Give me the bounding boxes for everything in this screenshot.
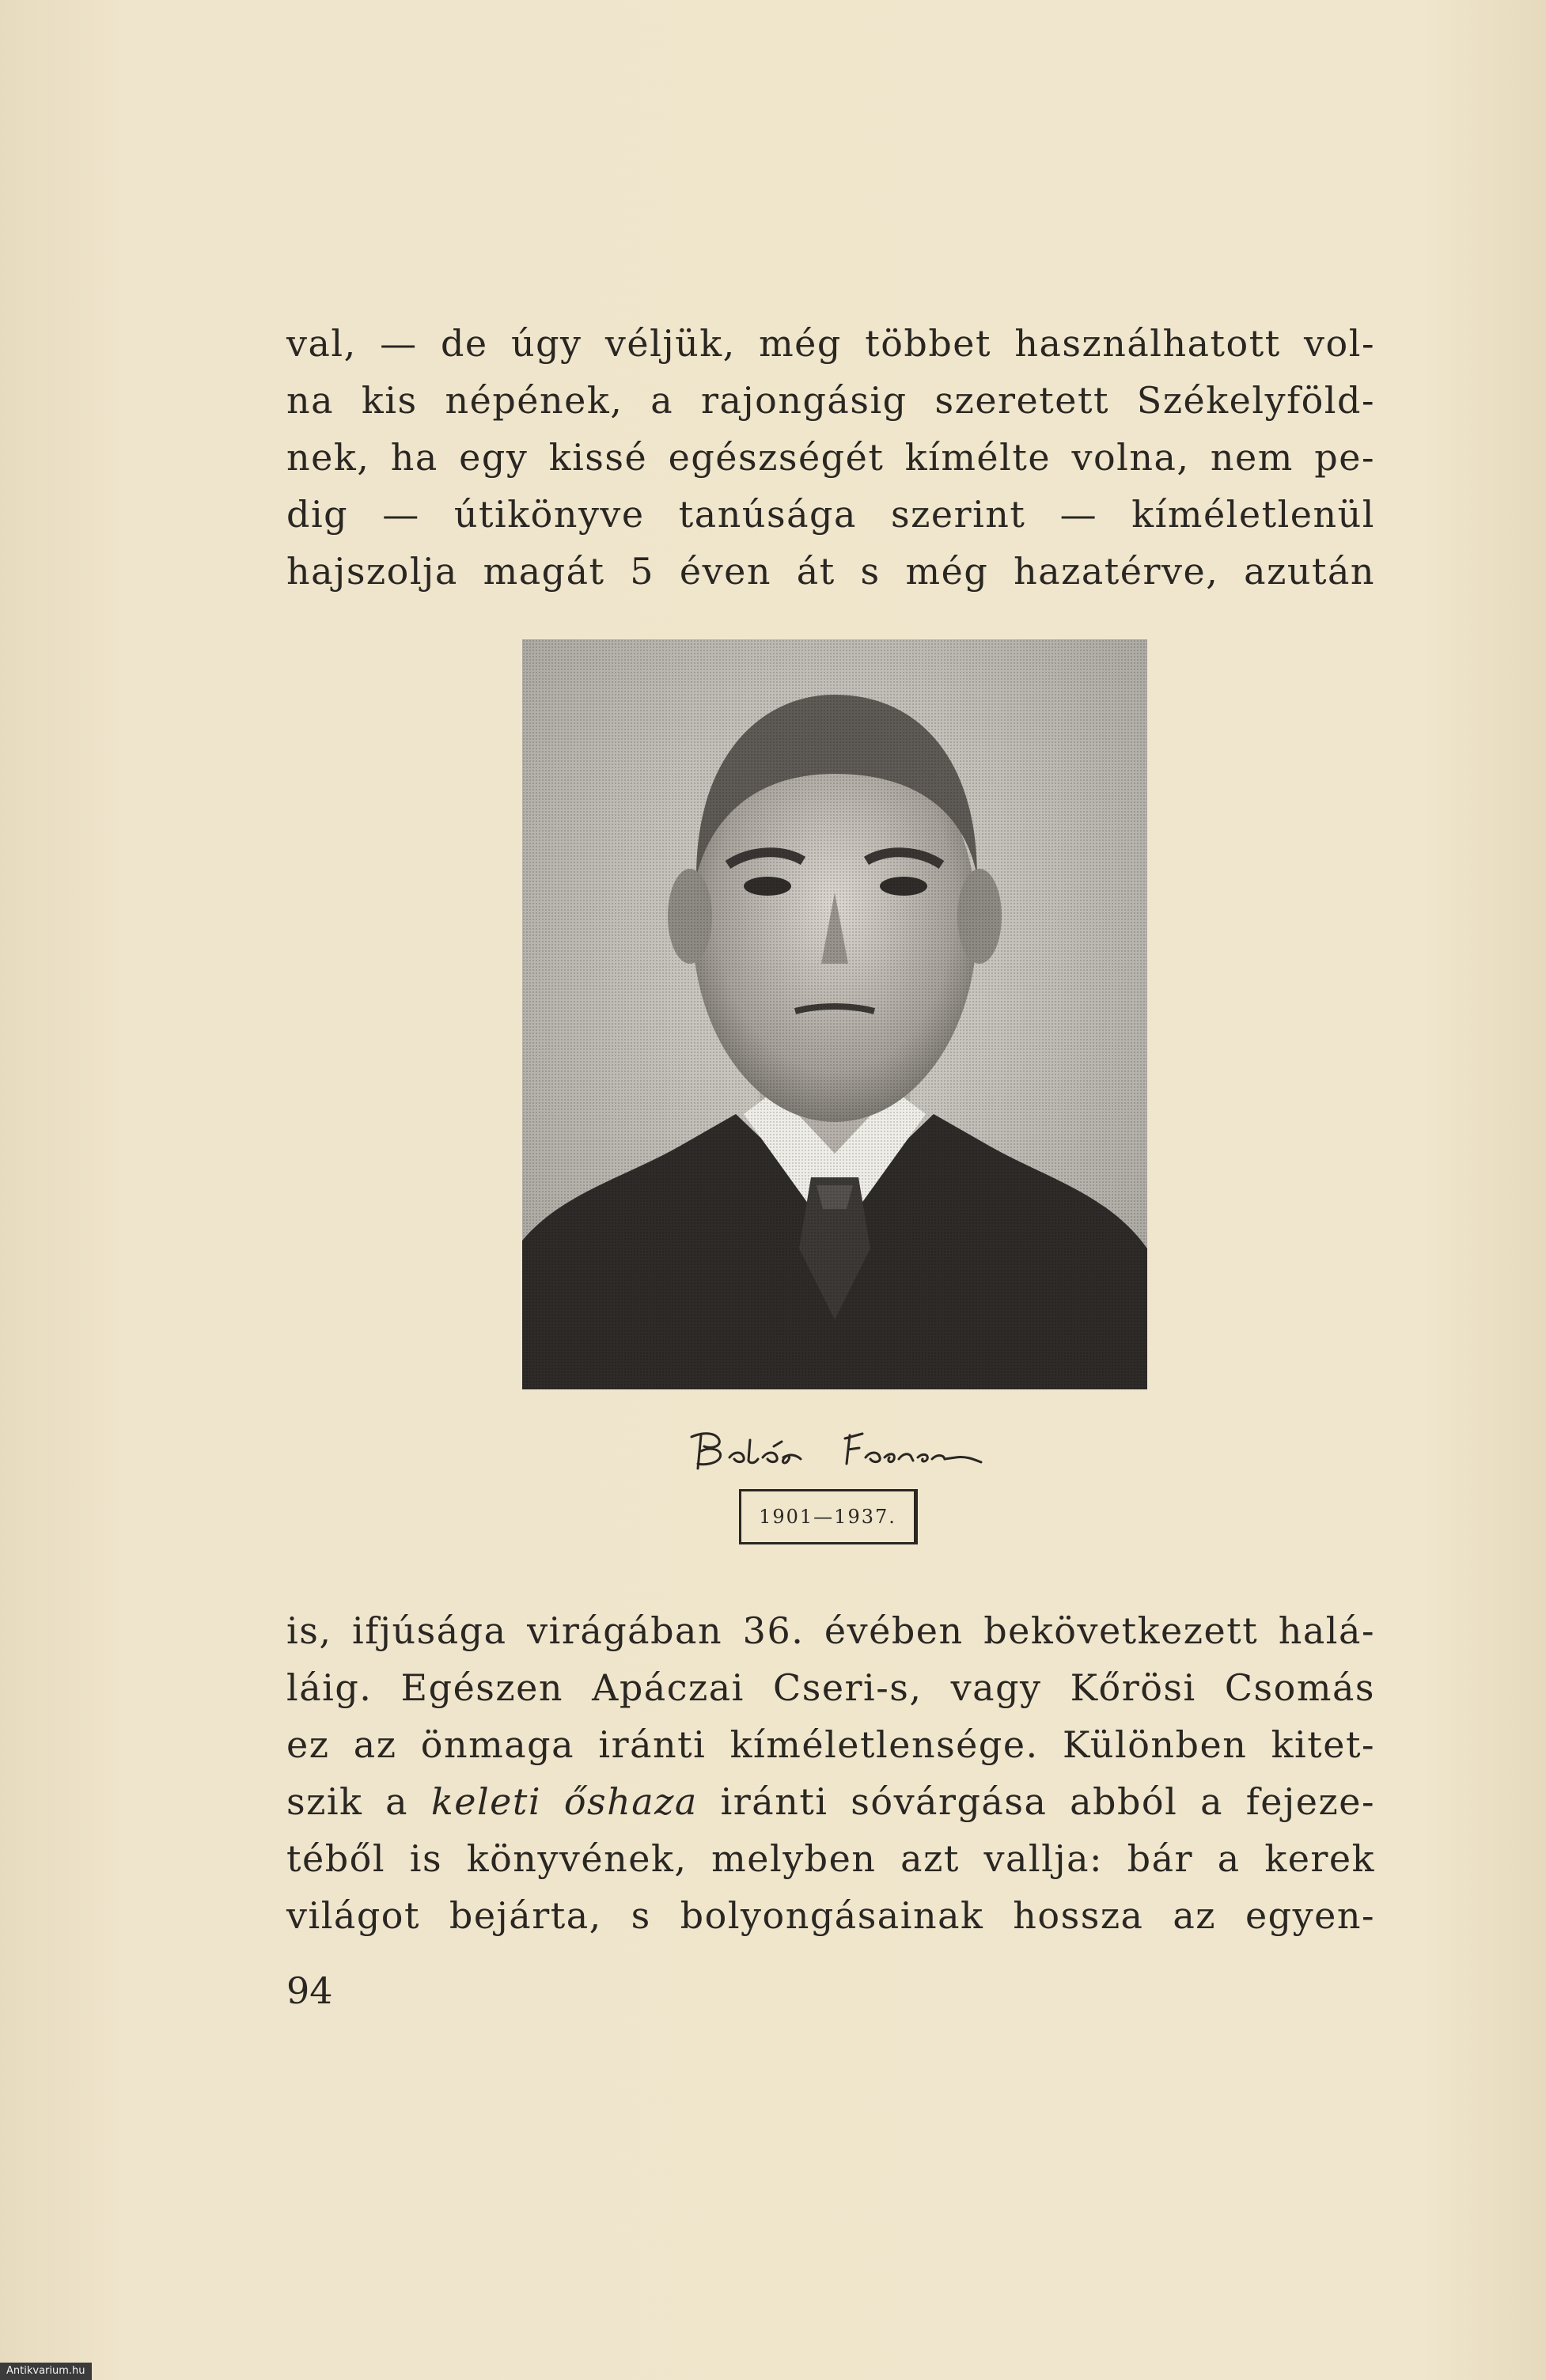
watermark-label: Antikvarium.hu	[0, 2363, 92, 2380]
text-line: hajszolja magát 5 éven át s még hazatérve, azután	[286, 550, 1375, 593]
text-line: világot bejárta, s bolyongásainak hossza az egyen-	[286, 1894, 1375, 1937]
italic-phrase: keleti őshaza	[430, 1780, 698, 1823]
life-dates-box: 1901—1937.	[739, 1489, 918, 1544]
page-number: 94	[286, 1969, 333, 2012]
portrait-photo	[522, 639, 1147, 1389]
text-line: dig — útikönyve tanúsága szerint — kíméletlenül	[286, 493, 1375, 536]
text-span: szik a	[286, 1780, 431, 1823]
bottom-paragraph	[286, 1602, 1375, 1944]
text-line: láig. Egészen Apáczai Cseri-s, vagy Kőrösi Csomás	[286, 1666, 1375, 1709]
text-line: is, ifjúsága virágában 36. évében bekövetkezett halá-	[286, 1609, 1375, 1652]
top-paragraph	[286, 315, 1375, 600]
signature	[687, 1423, 987, 1472]
text-line: nek, ha egy kissé egészségét kímélte volna, nem pe-	[286, 436, 1375, 479]
text-line: ez az önmaga iránti kíméletlensége. Különben kitet-	[286, 1723, 1375, 1766]
text-line: téből is könyvének, melyben azt vallja: bár a kerek	[286, 1837, 1375, 1880]
text-span: iránti sóvárgása abból a fejeze-	[697, 1780, 1375, 1823]
text-line: val, — de úgy véljük, még többet használhatott vol-	[286, 322, 1375, 365]
text-line	[286, 1773, 1375, 1830]
text-line: na kis népének, a rajongásig szeretett Székelyföld-	[286, 379, 1375, 422]
